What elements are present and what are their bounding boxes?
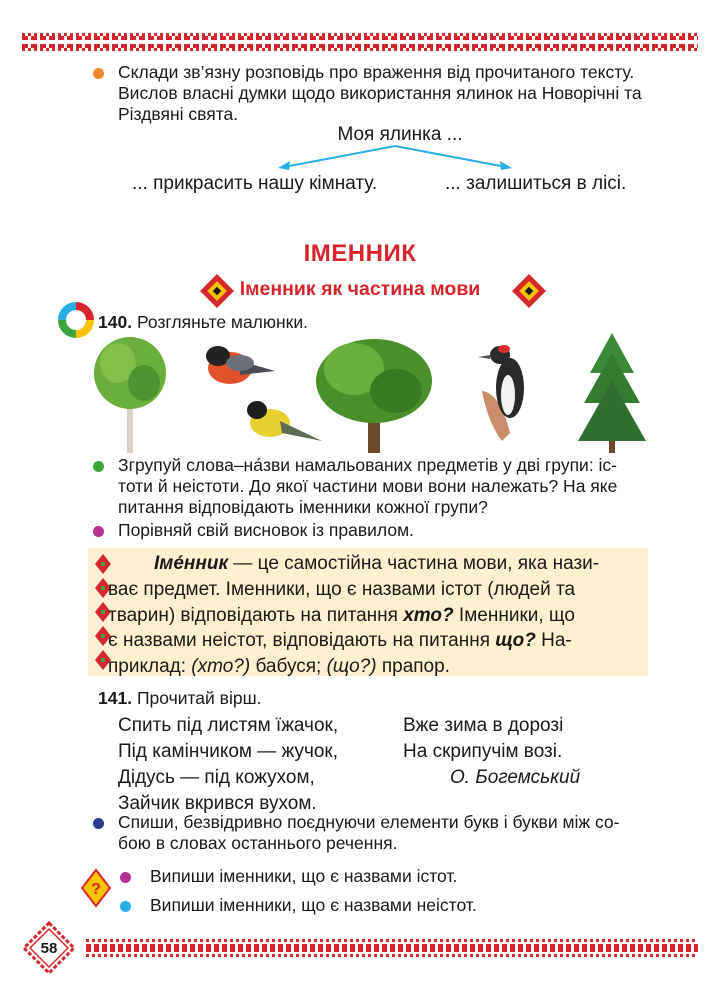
poem-line: Спить під листям їжачок, xyxy=(118,715,339,736)
rule-q-what: що? xyxy=(495,630,536,652)
bullet-cyan xyxy=(120,901,131,912)
rule-term: Іме́нник xyxy=(154,553,229,574)
ex140-task1-line-2: тоти й неістоти. До якої частини мови вони належать? На яке xyxy=(118,476,618,496)
ex141-header xyxy=(98,688,262,709)
rule-line-4b: На- xyxy=(535,630,572,652)
ex141-task-2: Випиши іменники, що є назвами істот. xyxy=(150,866,458,886)
question-mark-icon xyxy=(80,868,112,908)
rule-line-3b: Іменники, що xyxy=(453,604,575,626)
illustrations xyxy=(90,333,650,455)
poem-line: На скрипучім возі. xyxy=(403,741,563,762)
ex140-task-1 xyxy=(118,455,654,518)
poem-line: Вже зима в дорозі xyxy=(403,715,564,736)
tree-2-illustration xyxy=(316,339,432,453)
rule-line-5a: приклад: xyxy=(108,656,192,678)
intro-line-2: Вислов власні думки щодо використання ялинок на Новорічні та xyxy=(118,83,642,103)
arrow-left-head xyxy=(278,161,290,170)
rule-line-1 xyxy=(108,551,636,577)
poem-author: О. Богемський xyxy=(450,767,581,788)
bullet-magenta xyxy=(93,526,104,537)
rule-q-who: хто? xyxy=(403,604,454,626)
intro-line-1: Склади зв’язну розповідь про враження від прочитаного тексту. xyxy=(118,62,635,82)
section-title: ІМЕННИК xyxy=(303,240,417,267)
ex141-task-3: Випиши іменники, що є назвами неістот. xyxy=(150,895,477,915)
rule-line-3 xyxy=(108,603,636,629)
poem-left-column xyxy=(118,713,338,817)
ex140-task1-line-3: питання відповідають іменники кожної групи? xyxy=(118,497,488,517)
titmouse-illustration xyxy=(247,401,322,441)
ex141-task-1 xyxy=(118,812,654,854)
rule-example-1-word: бабуся; xyxy=(250,656,327,678)
tree-1-illustration xyxy=(94,337,166,453)
bullet-orange xyxy=(93,68,104,79)
rule-line-2: ває предмет. Іменники, що є назвами істот (людей та xyxy=(108,578,576,600)
poem-line: Під камінчиком — жучок, xyxy=(118,741,339,762)
arrow-right-head xyxy=(500,161,512,170)
diagram-center-label: Моя ялинка ... xyxy=(337,124,463,145)
rule-example-2-word: прапор. xyxy=(376,656,450,678)
ex140-number: 140. xyxy=(98,312,133,332)
intro-line-3: Різдвяні свята. xyxy=(118,104,239,124)
svg-text:?: ? xyxy=(91,881,101,898)
rule-line-3a: тварин) відповідають на питання xyxy=(108,604,404,626)
page-number: 58 xyxy=(40,939,58,957)
ornament-right-icon xyxy=(512,274,546,308)
ex140-task-2: Порівняй свій висновок із правилом. xyxy=(118,520,414,540)
rule-line-1-rest: — це самостійна частина мови, яка нази- xyxy=(228,553,600,574)
arrow-left xyxy=(284,146,395,167)
ex141-task1-line-2: бою в словах останнього речення. xyxy=(118,833,398,853)
section-subtitle: Іменник як частина мови xyxy=(239,278,481,300)
top-ornament-border xyxy=(22,36,698,48)
rule-line-4 xyxy=(108,628,636,654)
arrow-right xyxy=(395,146,506,167)
rule-example-1-question: (хто?) xyxy=(191,656,251,678)
diagram-arrows xyxy=(270,140,520,175)
ex141-instruction: Прочитай вірш. xyxy=(136,688,262,708)
ex140-task1-line-1: Згрупуй слова–на́зви намальованих предметів у дві групи: іс- xyxy=(118,455,618,475)
colorful-circle-icon xyxy=(58,302,94,338)
intro-task xyxy=(118,62,698,125)
poem-line: Зайчик вкрився вухом. xyxy=(118,793,317,814)
rule-text xyxy=(108,551,636,680)
ex141-task1-line-1: Спиши, безвідривно поєднуючи елементи букв і букви між со- xyxy=(118,812,620,832)
rule-line-4a: є назвами неістот, відповідають на питання xyxy=(108,630,496,652)
ex141-number: 141. xyxy=(98,688,133,708)
poem-right-column xyxy=(403,713,563,765)
ex140-instruction: Розгляньте малюнки. xyxy=(136,312,308,332)
spruce-illustration xyxy=(578,333,646,453)
ex140-header xyxy=(98,312,308,333)
diagram-right-label: ... залишиться в лісі. xyxy=(445,173,627,194)
diagram-left-label: ... прикрасить нашу кімнату. xyxy=(132,173,378,194)
bullet-magenta-2 xyxy=(120,872,131,883)
woodpecker-illustration xyxy=(478,345,524,441)
bullfinch-illustration xyxy=(206,346,275,384)
bullet-green xyxy=(93,461,104,472)
bottom-ornament-border xyxy=(86,944,698,952)
rule-example-2-question: (що?) xyxy=(326,656,377,678)
poem-line: Дідусь — під кожухом, xyxy=(118,767,315,788)
rule-line-5 xyxy=(108,654,636,680)
bullet-navy xyxy=(93,818,104,829)
